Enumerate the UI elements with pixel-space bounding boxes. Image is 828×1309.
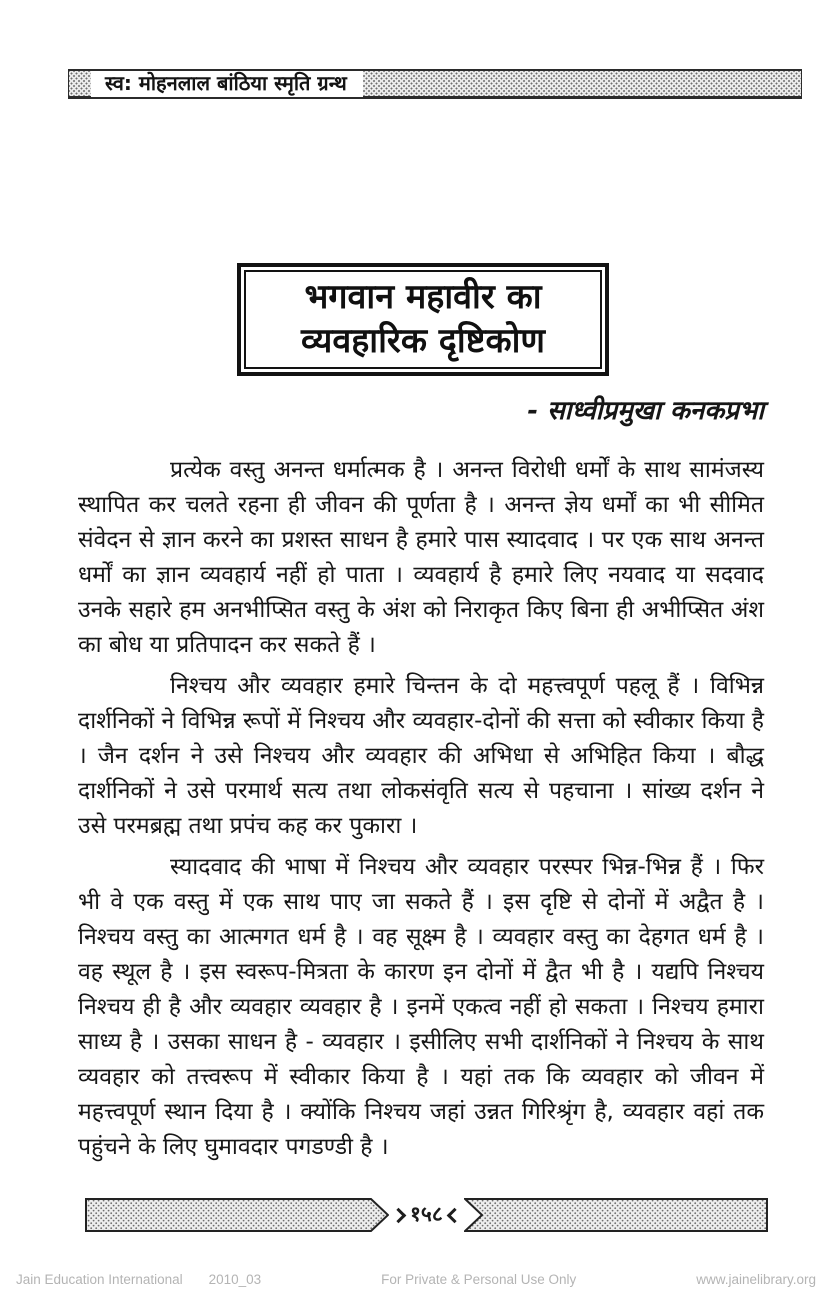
hatched-bar-right bbox=[464, 1197, 768, 1233]
page-number-band bbox=[0, 1196, 828, 1234]
footer-publisher bbox=[16, 1272, 261, 1287]
footer-document-id: 2010_03 bbox=[208, 1272, 262, 1287]
body-text bbox=[78, 453, 764, 1171]
book-title: स्व: मोहनलाल बांठिया स्मृति ग्रन्थ bbox=[91, 71, 363, 97]
author-byline: - साध्वीप्रमुखा कनकप्रभा bbox=[527, 396, 764, 426]
footer-website: www.jainelibrary.org bbox=[696, 1272, 816, 1287]
footer bbox=[16, 1272, 816, 1287]
chapter-title-inner-frame bbox=[244, 270, 602, 369]
footer-usage-note: For Private & Personal Use Only bbox=[381, 1272, 577, 1287]
chapter-title-line-2: व्यवहारिक दृष्टिकोण bbox=[301, 320, 545, 361]
chapter-title-box bbox=[237, 263, 609, 376]
footer-publisher-name: Jain Education International bbox=[16, 1272, 183, 1287]
page-number: १५८ bbox=[410, 1202, 443, 1226]
paragraph-2: निश्चय और व्यवहार हमारे चिन्तन के दो महत्त्वपूर्ण पहलू हैं । विभिन्न दार्शनिकों ने विभिन्न रूपों में निश्चय और व्यवहार-दोनों की सत्ता को स्वीकार किया है । जैन दर्शन ने उसे निश्चय और व्यवहार की अभिधा से अभिहित किया । बौद्ध दार्शनिकों ने उसे परमार्थ सत्य तथा लोकसंवृति सत्य से पहचाना । सांख्य दर्शन ने उसे परमब्रह्म तथा प्रपंच कह कर पुकारा । bbox=[78, 673, 764, 839]
hatched-bar-left bbox=[85, 1197, 389, 1233]
paragraph-1: प्रत्येक वस्तु अनन्त धर्मात्मक है । अनन्त विरोधी धर्मों के साथ सामंजस्य स्थापित कर चलते रहना ही जीवन की पूर्णता है । अनन्त ज्ञेय धर्मों का भी सीमित संवेदन से ज्ञान करने का प्रशस्त साधन है हमारे पास स्यादवाद । पर एक साथ अनन्त धर्मों का ज्ञान व्यवहार्य नहीं हो पाता । व्यवहार्य है हमारे लिए नयवाद या सदवाद उनके सहारे हम अनभीप्सित वस्तु के अंश को निराकृत किए बिना ही अभीप्सित अंश का बोध या प्रतिपादन कर सकते हैं । bbox=[78, 457, 764, 658]
chapter-title-line-1: भगवान महावीर का bbox=[304, 277, 542, 318]
chevron-right-icon bbox=[391, 1207, 407, 1223]
paragraph-3: स्यादवाद की भाषा में निश्चय और व्यवहार परस्पर भिन्न-भिन्न हैं । फिर भी वे एक वस्तु में एक साथ पाए जा सकते हैं । इस दृष्टि से दोनों में अद्वैत है । निश्चय वस्तु का आत्मगत धर्म है । वह सूक्ष्म है । व्यवहार वस्तु का देहगत धर्म है । वह स्थूल है । इस स्वरूप-मित्रता के कारण इन दोनों में द्वैत भी है । यद्यपि निश्चय निश्चय ही है और व्यवहार व्यवहार है । इनमें एकत्व नहीं हो सकता । निश्चय हमारा साध्य है । उसका साधन है - व्यवहार । इसीलिए सभी दार्शनिकों ने निश्चय के साथ व्यवहार को तत्त्वरूप में स्वीकार किया है । यहां तक कि व्यवहार को जीवन में महत्त्वपूर्ण स्थान दिया है । क्योंकि निश्चय जहां उन्नत गिरिश्रृंग है, व्यवहार वहां तक पहुंचने के लिए घुमावदार पगडण्डी है । bbox=[78, 854, 764, 1160]
chevron-left-icon bbox=[446, 1207, 462, 1223]
header-band bbox=[68, 69, 802, 99]
